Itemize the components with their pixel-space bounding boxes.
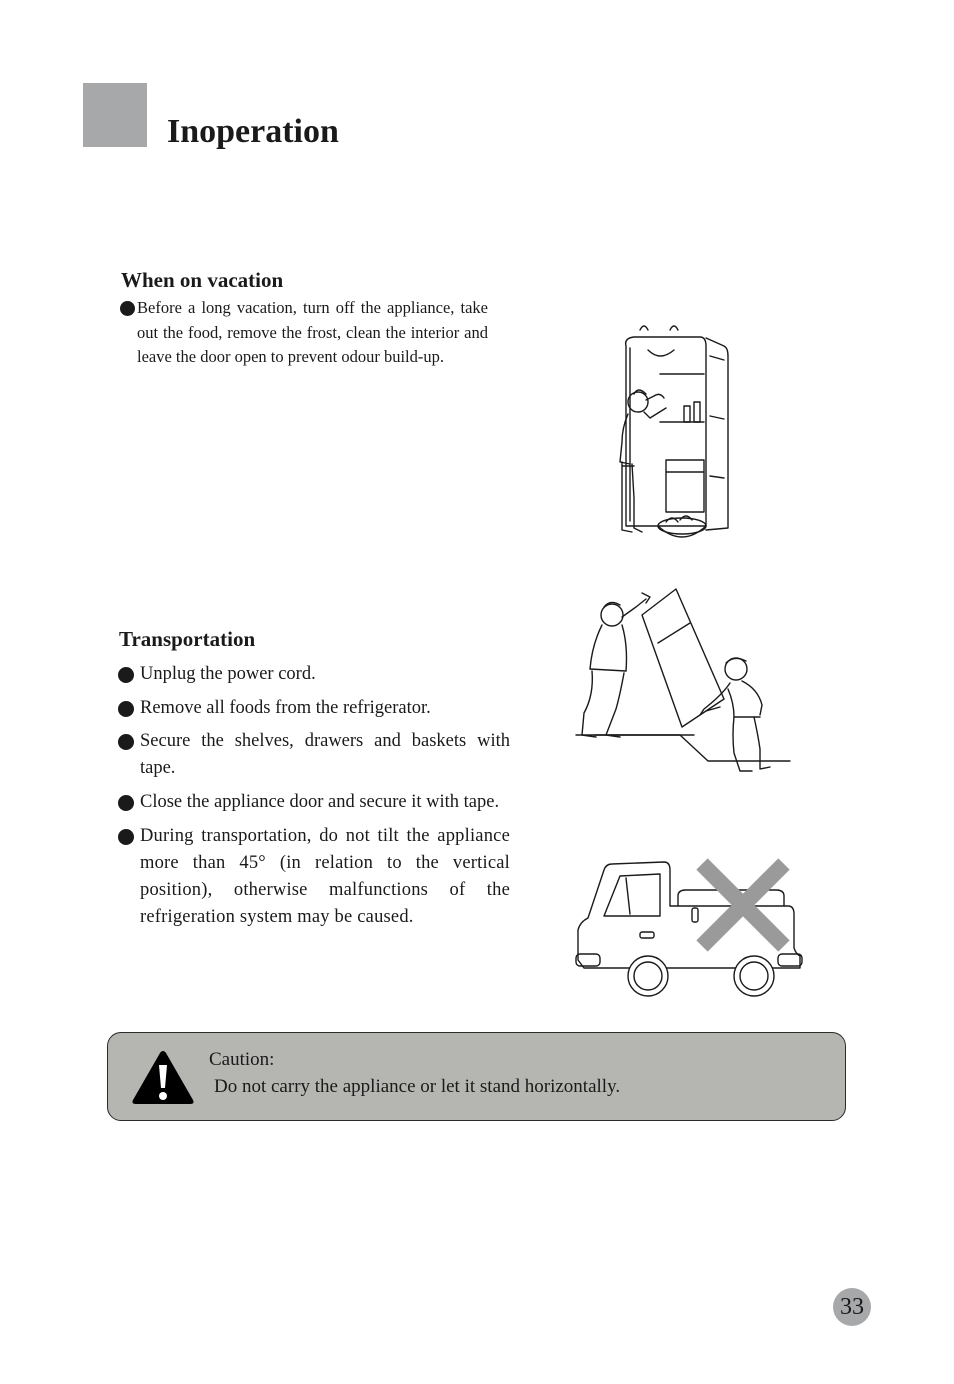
page-number: 33 bbox=[833, 1288, 871, 1326]
bullet-dot bbox=[118, 829, 134, 845]
bullet-dot bbox=[120, 301, 135, 316]
bullet-dot bbox=[118, 667, 134, 683]
bullet-dot bbox=[118, 734, 134, 750]
transportation-list bbox=[118, 661, 510, 931]
caution-text: Do not carry the appliance or let it stand horizontally. bbox=[214, 1076, 621, 1097]
bullet-dot bbox=[118, 795, 134, 811]
list-item: During transportation, do not tilt the appliance more than 45° (in relation to the vertical position), otherwise malfunctions of the refrigeration system may be caused. bbox=[118, 823, 510, 931]
page-title: Inoperation bbox=[167, 113, 339, 150]
list-item: Unplug the power cord. bbox=[118, 661, 510, 688]
bullet-dot bbox=[118, 701, 134, 717]
vacation-heading: When on vacation bbox=[121, 268, 284, 292]
fridge-cleaning-illustration bbox=[600, 316, 740, 544]
title-accent-block bbox=[83, 83, 147, 147]
list-item: Close the appliance door and secure it with tape. bbox=[118, 789, 510, 816]
vacation-text: Before a long vacation, turn off the appliance, take out the food, remove the frost, clean the interior and leave the door open to prevent odour build-up. bbox=[137, 298, 488, 366]
cross-mark-icon bbox=[702, 864, 784, 946]
movers-carrying-fridge-illustration bbox=[574, 585, 792, 780]
caution-label: Caution: bbox=[209, 1049, 275, 1070]
list-item: Secure the shelves, drawers and baskets with tape. bbox=[118, 728, 510, 782]
list-item: Remove all foods from the refrigerator. bbox=[118, 695, 510, 722]
truck-transport-illustration bbox=[574, 856, 804, 1001]
warning-triangle-icon bbox=[131, 1050, 195, 1106]
transportation-heading: Transportation bbox=[119, 627, 256, 651]
vacation-paragraph bbox=[120, 296, 488, 370]
caution-box bbox=[107, 1032, 846, 1121]
